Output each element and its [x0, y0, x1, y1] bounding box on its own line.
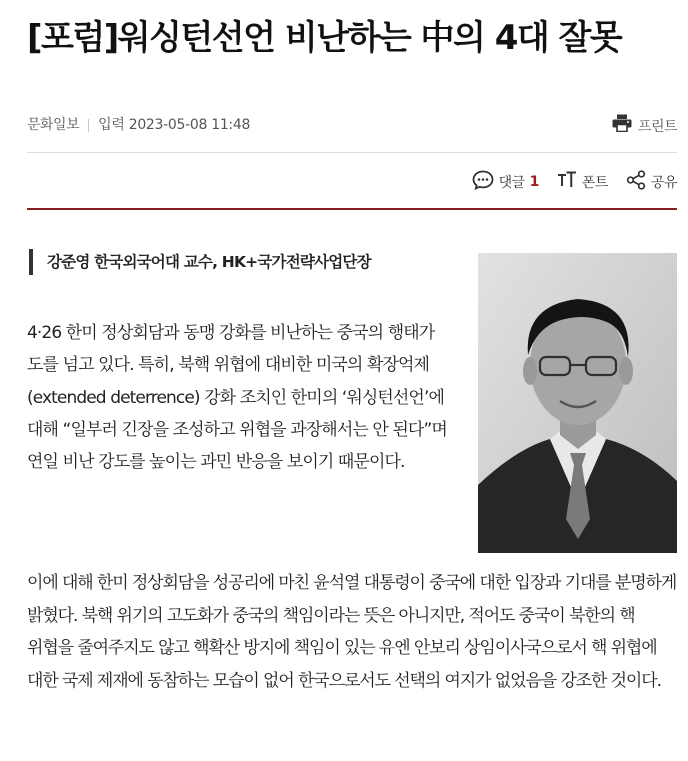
share-icon [626, 170, 646, 194]
article-toolbar [454, 170, 677, 194]
font-label: 폰트 [581, 175, 608, 191]
printer-icon [612, 114, 632, 139]
author-photo [478, 253, 677, 553]
comments-button[interactable] [472, 170, 539, 194]
article-paragraph: 이에 대해 한미 정상회담을 성공리에 마친 윤석열 대통령이 중국에 대한 입장과 기대를 분명하게 밝혔다. 북핵 위기의 고도화가 중국의 책임이라는 뜻은 아니지만, 적어도 중국이 북한의 핵 위협을 줄여주지도 않고 핵확산 방지에 책임이 있는 유엔 안보리 상임이사국으로서 핵 위협에 대한 국제 제재에 동참하는 모습이 없어 한국으로서도 선택의 여지가 없었음을 강조한 것이다. [27, 573, 677, 691]
share-label: 공유 [650, 175, 677, 191]
header-accent-line [27, 208, 677, 210]
source-name[interactable]: 문화일보 [27, 117, 80, 133]
font-size-icon [557, 171, 577, 193]
print-button[interactable] [612, 114, 677, 139]
article-paragraph: 4·26 한미 정상회담과 동맹 강화를 비난하는 중국의 행태가 도를 넘고 있다. 특히, 북핵 위협에 대비한 미국의 확장억제(extended deterrence) 강화 조치인 한미의 ‘워싱턴선언’에 대해 “일부러 긴장을 조성하고 위협을 과장해서는 안 된다”며 연일 비난 강도를 높이는 과민 반응을 보이기 때문이다. [27, 323, 447, 473]
meta-divider [88, 119, 89, 132]
comments-label: 댓글 [498, 175, 525, 191]
share-button[interactable] [626, 170, 677, 194]
meta-divider-line [27, 152, 677, 153]
article-meta [27, 114, 677, 136]
comment-bubble-icon [472, 170, 494, 194]
author-byline: 강준영 한국외국어대 교수, HK+국가전략사업단장 [29, 249, 371, 275]
font-size-button[interactable] [557, 171, 608, 193]
article-headline: [포럼]워싱턴선언 비난하는 中의 4대 잘못 [27, 18, 622, 58]
comments-count: 1 [529, 174, 539, 190]
publish-date: 입력 2023-05-08 11:48 [98, 117, 251, 133]
print-label: 프린트 [637, 118, 677, 135]
